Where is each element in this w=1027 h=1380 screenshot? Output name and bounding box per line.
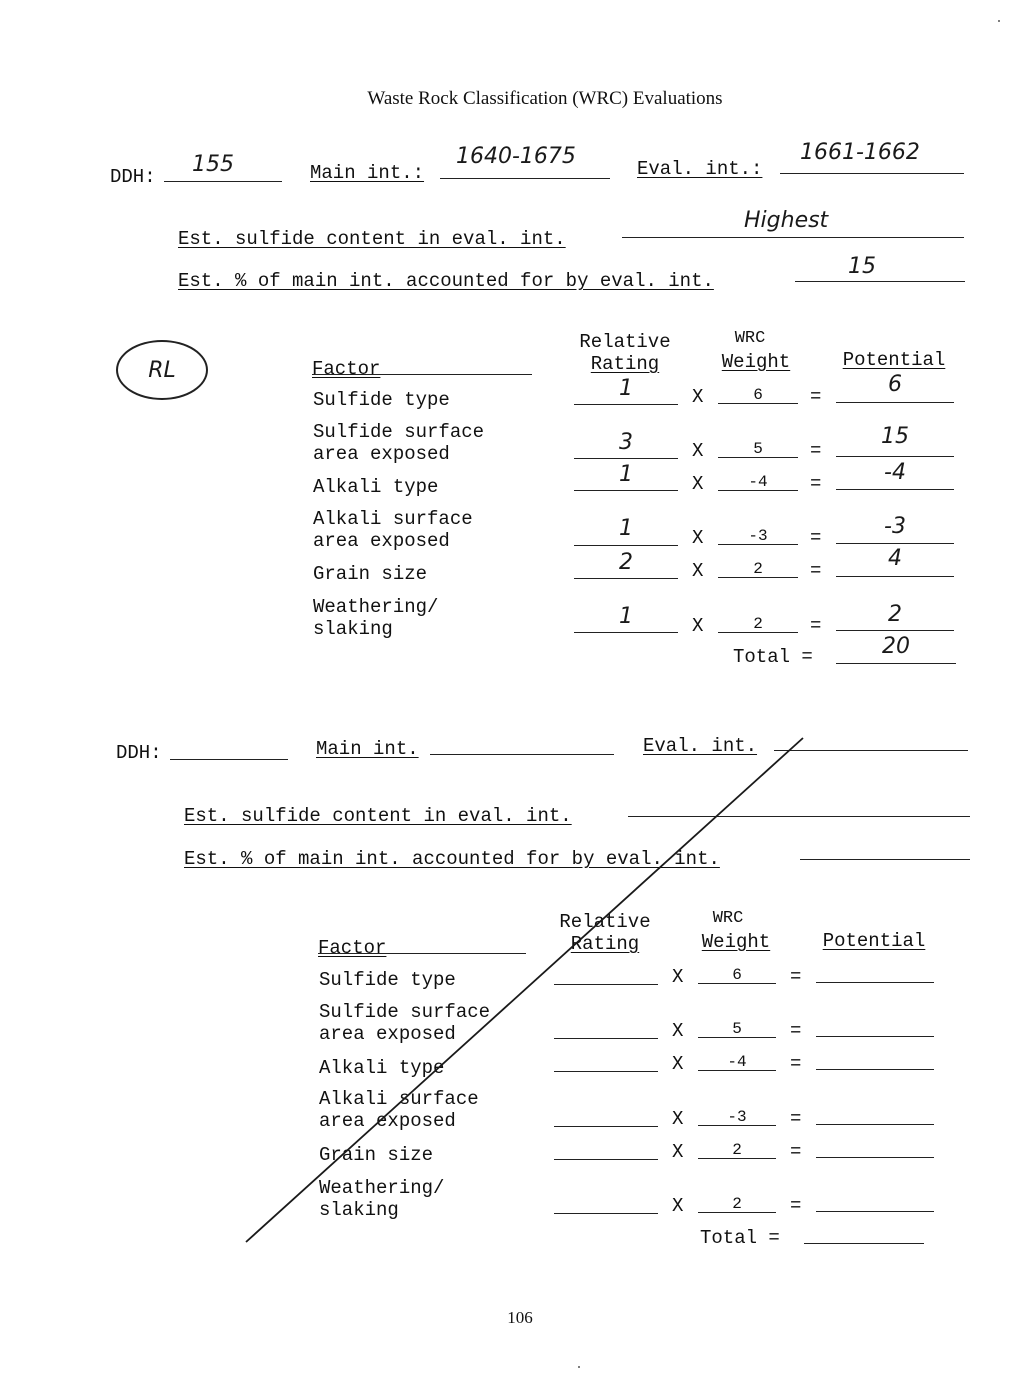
factor-label: Sulfide type xyxy=(313,389,450,411)
eval-int-value: 1661-1662 xyxy=(800,140,920,165)
multiply-sign: X xyxy=(692,386,704,408)
weight-value: 6 xyxy=(753,386,763,404)
equals-sign: = xyxy=(810,440,822,462)
rl-circle-text: RL xyxy=(148,357,176,383)
weight-value: 5 xyxy=(732,1020,742,1038)
weight-value: -3 xyxy=(727,1108,747,1126)
equals-sign: = xyxy=(790,1020,802,1042)
weight-value: 6 xyxy=(732,966,742,984)
wrc-header: WRC xyxy=(734,329,766,348)
rating-header: Rating xyxy=(590,353,660,375)
rating-value: 1 xyxy=(619,462,633,487)
page-title: Waste Rock Classification (WRC) Evaluations xyxy=(367,88,723,109)
ddh-value: 155 xyxy=(192,152,234,177)
main-int-label: Main int. xyxy=(316,738,419,760)
factor-label: Sulfide type xyxy=(319,969,456,991)
potential-header: Potential xyxy=(842,349,946,371)
rating-value: 2 xyxy=(619,550,633,575)
weight-value: 5 xyxy=(753,440,763,458)
weight-value: 2 xyxy=(732,1195,742,1213)
sulfide-content-label: Est. sulfide content in eval. int. xyxy=(178,228,566,250)
main-int-value: 1640-1675 xyxy=(456,144,576,169)
ddh-label: DDH: xyxy=(110,166,156,188)
relative-header: Relative xyxy=(579,331,671,353)
equals-sign: = xyxy=(810,615,822,637)
equals-sign: = xyxy=(790,1141,802,1163)
weight-value: -4 xyxy=(727,1053,747,1071)
factor-label: Sulfide surface xyxy=(319,1001,491,1023)
equals-sign: = xyxy=(790,1195,802,1217)
potential-value: 15 xyxy=(881,424,909,449)
potential-value: -3 xyxy=(884,514,906,539)
weight-value: 2 xyxy=(732,1141,742,1159)
factor-label-cont: area exposed xyxy=(319,1023,456,1045)
potential-value: -4 xyxy=(884,460,906,485)
multiply-sign: X xyxy=(672,1020,684,1042)
weight-value: -4 xyxy=(748,473,768,491)
equals-sign: = xyxy=(810,473,822,495)
factor-label: Alkali type xyxy=(319,1057,445,1079)
factor-label: Sulfide surface xyxy=(313,421,485,443)
wrc-header: WRC xyxy=(712,909,744,928)
equals-sign: = xyxy=(810,386,822,408)
multiply-sign: X xyxy=(672,1108,684,1130)
multiply-sign: X xyxy=(672,966,684,988)
main-int-label: Main int.: xyxy=(310,162,425,184)
equals-sign: = xyxy=(790,1053,802,1075)
weight-value: 2 xyxy=(753,615,763,633)
relative-header: Relative xyxy=(559,911,651,933)
scan-speck xyxy=(578,1366,580,1368)
potential-value: 2 xyxy=(888,602,902,627)
rating-value: 1 xyxy=(619,516,633,541)
total-label: Total = xyxy=(700,1227,780,1249)
rating-header: Rating xyxy=(570,933,640,955)
multiply-sign: X xyxy=(672,1141,684,1163)
ddh-label: DDH: xyxy=(116,742,162,764)
equals-sign: = xyxy=(810,527,822,549)
equals-sign: = xyxy=(790,1108,802,1130)
weight-header: Weight xyxy=(701,931,771,953)
total-label: Total = xyxy=(733,646,813,668)
factor-label: Grain size xyxy=(319,1144,434,1166)
equals-sign: = xyxy=(810,560,822,582)
potential-header: Potential xyxy=(822,930,926,952)
rating-value: 1 xyxy=(619,604,633,629)
multiply-sign: X xyxy=(692,473,704,495)
sulfide-content-label: Est. sulfide content in eval. int. xyxy=(184,805,572,827)
potential-value: 6 xyxy=(888,372,902,397)
factor-header: Factor xyxy=(318,937,387,959)
factor-label: Alkali type xyxy=(313,476,439,498)
factor-label-cont: area exposed xyxy=(319,1110,456,1132)
factor-header: Factor xyxy=(312,358,381,380)
potential-value: 4 xyxy=(888,546,902,571)
multiply-sign: X xyxy=(692,440,704,462)
scan-speck xyxy=(998,20,1000,22)
factor-label-cont: area exposed xyxy=(313,443,450,465)
weight-value: -3 xyxy=(748,527,768,545)
eval-int-label: Eval. int. xyxy=(643,735,758,757)
weight-header: Weight xyxy=(721,351,791,373)
factor-label: Alkali surface xyxy=(313,508,473,530)
factor-label: Weathering/ xyxy=(313,596,439,618)
eval-int-label: Eval. int.: xyxy=(637,158,763,180)
page-number: 106 xyxy=(507,1308,533,1327)
multiply-sign: X xyxy=(692,527,704,549)
multiply-sign: X xyxy=(692,615,704,637)
multiply-sign: X xyxy=(672,1195,684,1217)
factor-label: Alkali surface xyxy=(319,1088,479,1110)
multiply-sign: X xyxy=(692,560,704,582)
multiply-sign: X xyxy=(672,1053,684,1075)
sulfide-content-value: Highest xyxy=(744,208,829,233)
weight-value: 2 xyxy=(753,560,763,578)
percent-main-label: Est. % of main int. accounted for by eval. int. xyxy=(178,270,714,292)
factor-label-cont: slaking xyxy=(319,1199,399,1221)
factor-label-cont: slaking xyxy=(313,618,393,640)
percent-main-label: Est. % of main int. accounted for by eval. int. xyxy=(184,848,720,870)
rating-value: 1 xyxy=(619,376,633,401)
total-value: 20 xyxy=(882,634,910,659)
percent-main-value: 15 xyxy=(848,254,876,279)
factor-label-cont: area exposed xyxy=(313,530,450,552)
equals-sign: = xyxy=(790,966,802,988)
rating-value: 3 xyxy=(619,430,633,455)
factor-label: Weathering/ xyxy=(319,1177,445,1199)
factor-label: Grain size xyxy=(313,563,428,585)
